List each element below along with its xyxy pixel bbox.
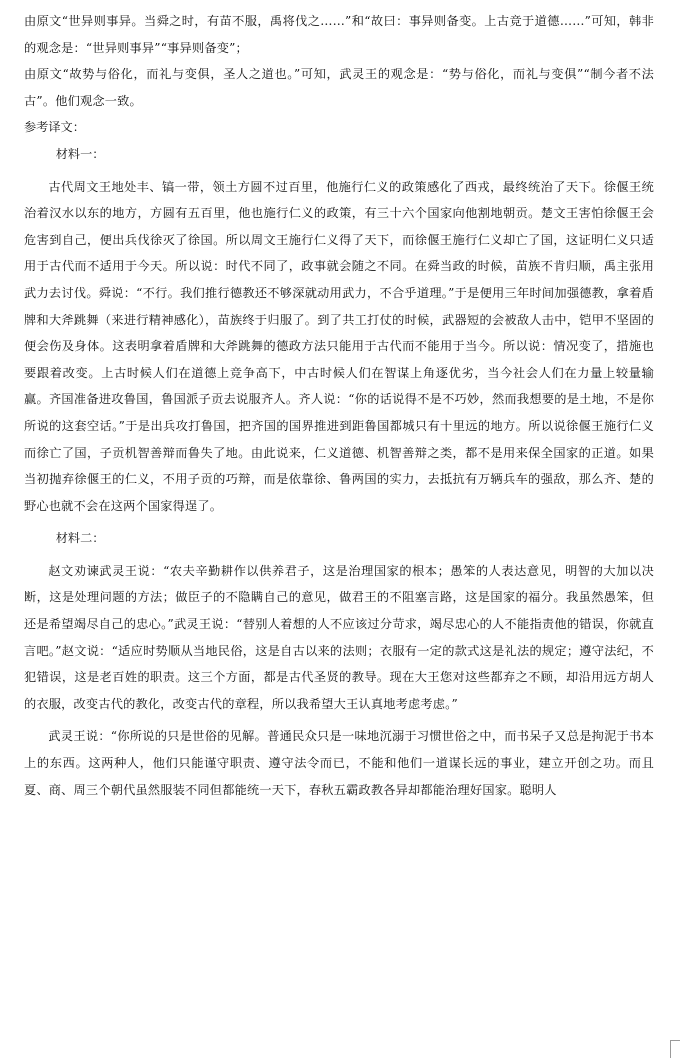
material1-title: 材料一： — [55, 146, 105, 161]
analysis-paragraph-2: 由原文“故势与俗化，而礼与变俱，圣人之道也。”可知，武灵王的观念是：“势与俗化，而礼与变俱”“制今者不法古”。他们观念一致。 — [24, 67, 654, 108]
page-corner-mark — [670, 1040, 680, 1058]
material1-body: 古代周文王地处丰、镐一带，领土方圆不过百里，他施行仁义的政策感化了西戎，最终统治了天下。徐偃王统治着汉水以东的地方，方圆有五百里，他也施行仁义的政策，有三十六个国家向他割地朝贡。楚文王害怕徐偃王会危害到自己，便出兵伐徐灭了徐国。所以周文王施行仁义得了天下，而徐偃王施行仁义却亡了国，这证明仁义只适用于古代而不适用于今天。所以说：时代不同了，政事就会随之不同。在舜当政的时候，苗族不肯归顺，禹主张用武力去讨伐。舜说：“不行。我们推行德教还不够深就动用武力，不合乎道理。”于是便用三年时间加强德教，拿着盾牌和大斧跳舞（来进行精神感化），苗族终于归服了。到了共工打仗的时候，武器短的会被敌人击中，铠甲不坚固的便会伤及身体。这表明拿着盾牌和大斧跳舞的德政方法只能用于古代而不能用于当今。所以说：情况变了，措施也要跟着改变。上古时候人们在道德上竞争高下，中古时候人们在智谋上角逐优劣，当今社会人们在力量上较量输赢。齐国准备进攻鲁国，鲁国派子贡去说服齐人。齐人说：“你的话说得不是不巧妙，然而我想要的是土地，不是你所说的这套空话。”于是出兵攻打鲁国，把齐国的国界推进到距鲁国都城只有十里远的地方。所以说徐偃王施行仁义而徐亡了国，子贡机智善辩而鲁失了地。由此说来，仁义道德、机智善辩之类，都不是用来保全国家的正道。如果当初抛弃徐偃王的仁义，不用子贡的巧辩，而是依靠徐、鲁两国的实力，去抵抗有万辆兵车的强敌，那么齐、楚的野心也就不会在这两个国家得逞了。 — [24, 179, 654, 513]
reference-translation-heading: 参考译文： — [24, 120, 85, 135]
material2-title: 材料二： — [55, 531, 105, 546]
analysis-paragraph-1: 由原文“世异则事异。当舜之时，有苗不服，禹将伐之……”和“故曰：事异则备变。上古竞于道德……”可知，韩非的观念是：“世异则事异”“事异则备变”； — [24, 14, 654, 55]
material2-paragraph-1: 赵文劝谏武灵王说：“农夫辛勤耕作以供养君子，这是治理国家的根本；愚笨的人表达意见，明智的大加以决断，这是处理问题的方法；做臣子的不隐瞒自己的意见，做君王的不阻塞言路，这是国家的福分。我虽然愚笨，但还是希望竭尽自己的忠心。”武灵王说：“替别人着想的人不应该过分苛求，竭尽忠心的人不能指责他的错误，你就直言吧。”赵文说：“适应时势顺从当地民俗，这是自古以来的法则；衣服有一定的款式这是礼法的规定；遵守法纪，不犯错误，这是老百姓的职责。这三个方面，都是古代圣贤的教导。现在大王您对这些都弃之不顾，却沿用远方胡人的衣服，改变古代的教化，改变古代的章程，所以我希望大王认真地考虑考虑。” — [24, 563, 654, 711]
material2-paragraph-2: 武灵王说：“你所说的只是世俗的见解。普通民众只是一味地沉溺于习惯世俗之中，而书呆子又总是拘泥于书本上的东西。这两种人，他们只能谨守职责、遵守法令而已，不能和他们一道谋长远的事业，建立开创之功。而且夏、商、周三个朝代虽然服装不同但都能统一天下，春秋五霸政教各异却都能治理好国家。聪明人 — [24, 729, 654, 797]
